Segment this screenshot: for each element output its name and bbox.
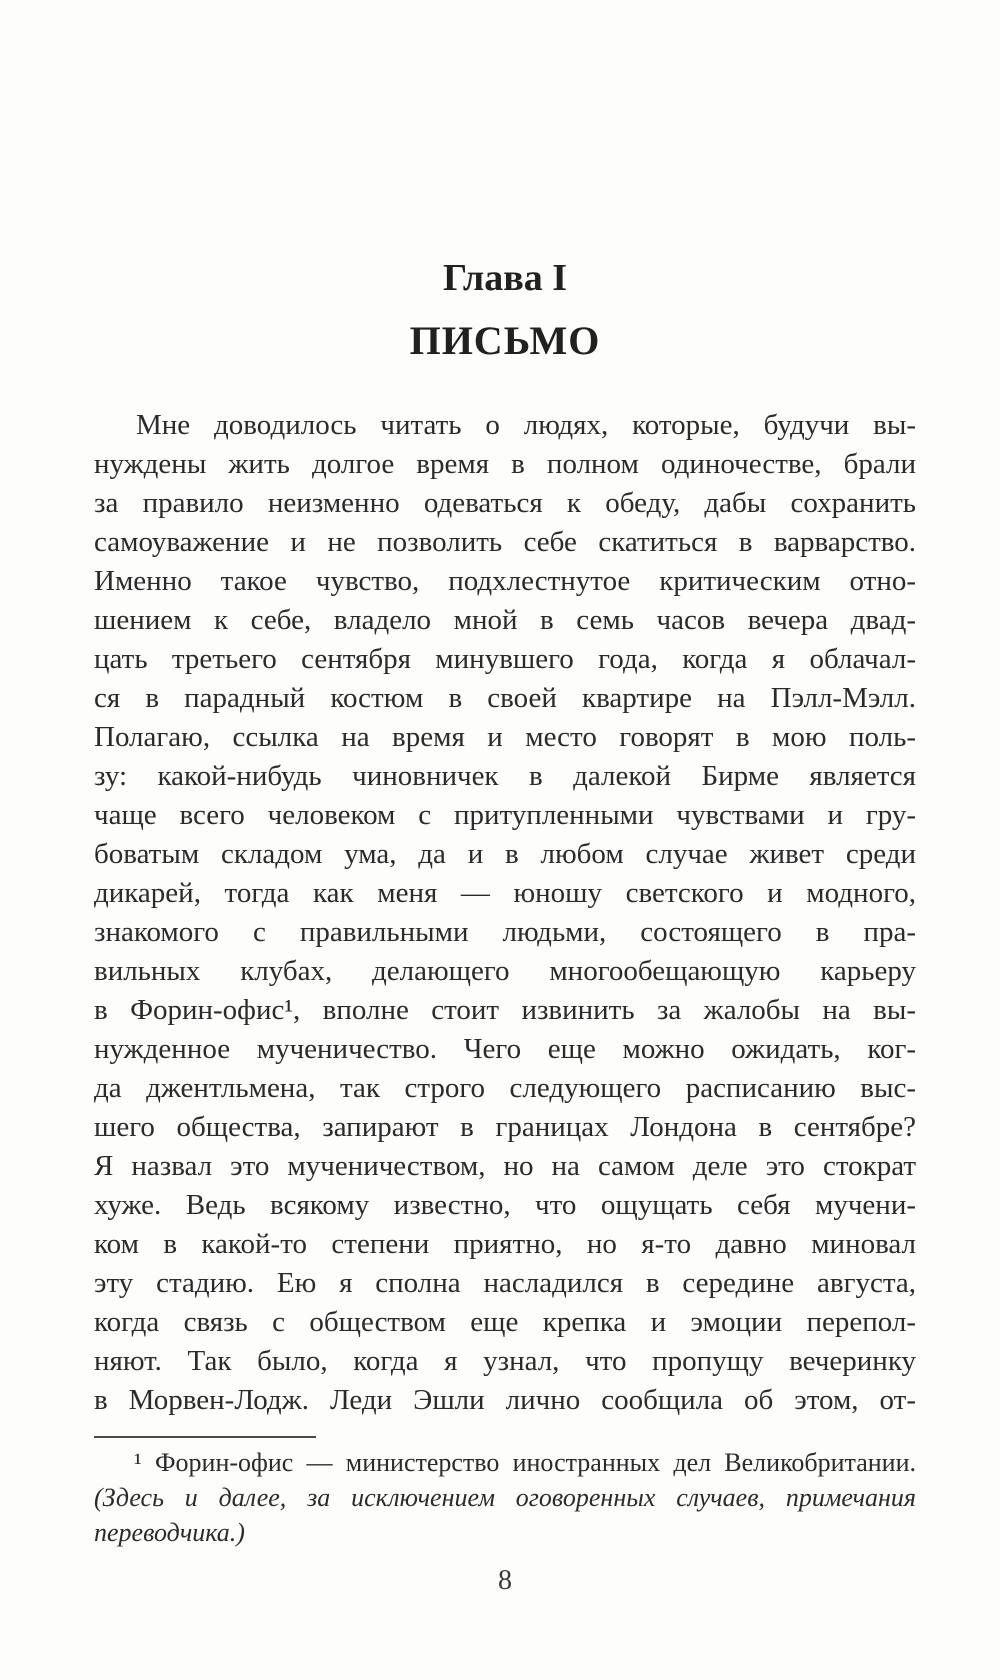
body-text-line: в Форин-офис¹, вполне стоит извинить за жалобы на вы-: [94, 994, 916, 1026]
body-text-line: нуждены жить долгое время в полном одиночестве, брали: [94, 448, 916, 480]
body-text-line: зу: какой-нибудь чиновничек в далекой Бирме является: [94, 760, 916, 792]
body-text-line: цать третьего сентября минувшего года, когда я облачал-: [94, 643, 916, 675]
body-text-line: Полагаю, ссылка на время и место говорят в мою поль-: [94, 721, 916, 753]
body-text-line: Именно такое чувство, подхлестнутое критическим отно-: [94, 565, 916, 597]
body-text-line: да джентльмена, так строго следующего расписанию выс-: [94, 1072, 916, 1104]
body-text-line: нужденное мученичество. Чего еще можно ожидать, ког-: [94, 1033, 916, 1065]
chapter-title: Глава I: [442, 257, 568, 299]
footnote: [94, 1445, 916, 1550]
body-text-line: знакомого с правильными людьми, состоящего в пра-: [94, 916, 916, 948]
body-text-line: чаще всего человеком с притупленными чувствами и гру-: [94, 799, 916, 831]
body-text-line: вильных клубах, делающего многообещающую карьеру: [94, 955, 916, 987]
footnote-line: (Здесь и далее, за исключением оговоренных случаев, примечания: [94, 1483, 916, 1512]
body-text-line: самоуважение и не позволить себе скатиться в варварство.: [94, 526, 916, 558]
body-text-line: Я назвал это мученичеством, но на самом деле это стократ: [94, 1150, 916, 1182]
body-text-line: когда связь с обществом еще крепка и эмоции перепол-: [94, 1306, 916, 1338]
footnote-line: переводчика.): [94, 1518, 245, 1547]
body-text-line: боватым складом ума, да и в любом случае живет среди: [94, 838, 916, 870]
body-text-line: шением к себе, владело мной в семь часов вечера двад-: [94, 604, 916, 636]
chapter-paragraph: [94, 406, 916, 1420]
body-text-line: эту стадию. Ею я сполна насладился в середине августа,: [94, 1267, 916, 1299]
body-text-line: в Морвен-Лодж. Леди Эшли лично сообщила об этом, от-: [94, 1384, 916, 1416]
body-text-line: ся в парадный костюм в своей квартире на Пэлл-Мэлл.: [94, 682, 916, 714]
body-text-line: за правило неизменно одеваться к обеду, дабы сохранить: [94, 487, 916, 519]
footnote-divider: [94, 1436, 316, 1438]
body-text-line: ком в какой-то степени приятно, но я-то давно миновал: [94, 1228, 916, 1260]
page-number: 8: [498, 1565, 512, 1596]
body-text-line: дикарей, тогда как меня — юношу светского и модного,: [94, 877, 916, 909]
body-text-line: Мне доводилось читать о людях, которые, будучи вы-: [136, 409, 916, 441]
footnote-line: ¹ Форин-офис — министерство иностранных дел Великобритании.: [134, 1448, 916, 1477]
body-text-line: шего общества, запирают в границах Лондона в сентябре?: [94, 1111, 916, 1143]
chapter-subtitle: ПИСЬМО: [409, 318, 601, 363]
body-text-line: няют. Так было, когда я узнал, что пропущу вечеринку: [94, 1345, 916, 1377]
body-text-line: хуже. Ведь всякому известно, что ощущать себя мучени-: [94, 1189, 916, 1221]
